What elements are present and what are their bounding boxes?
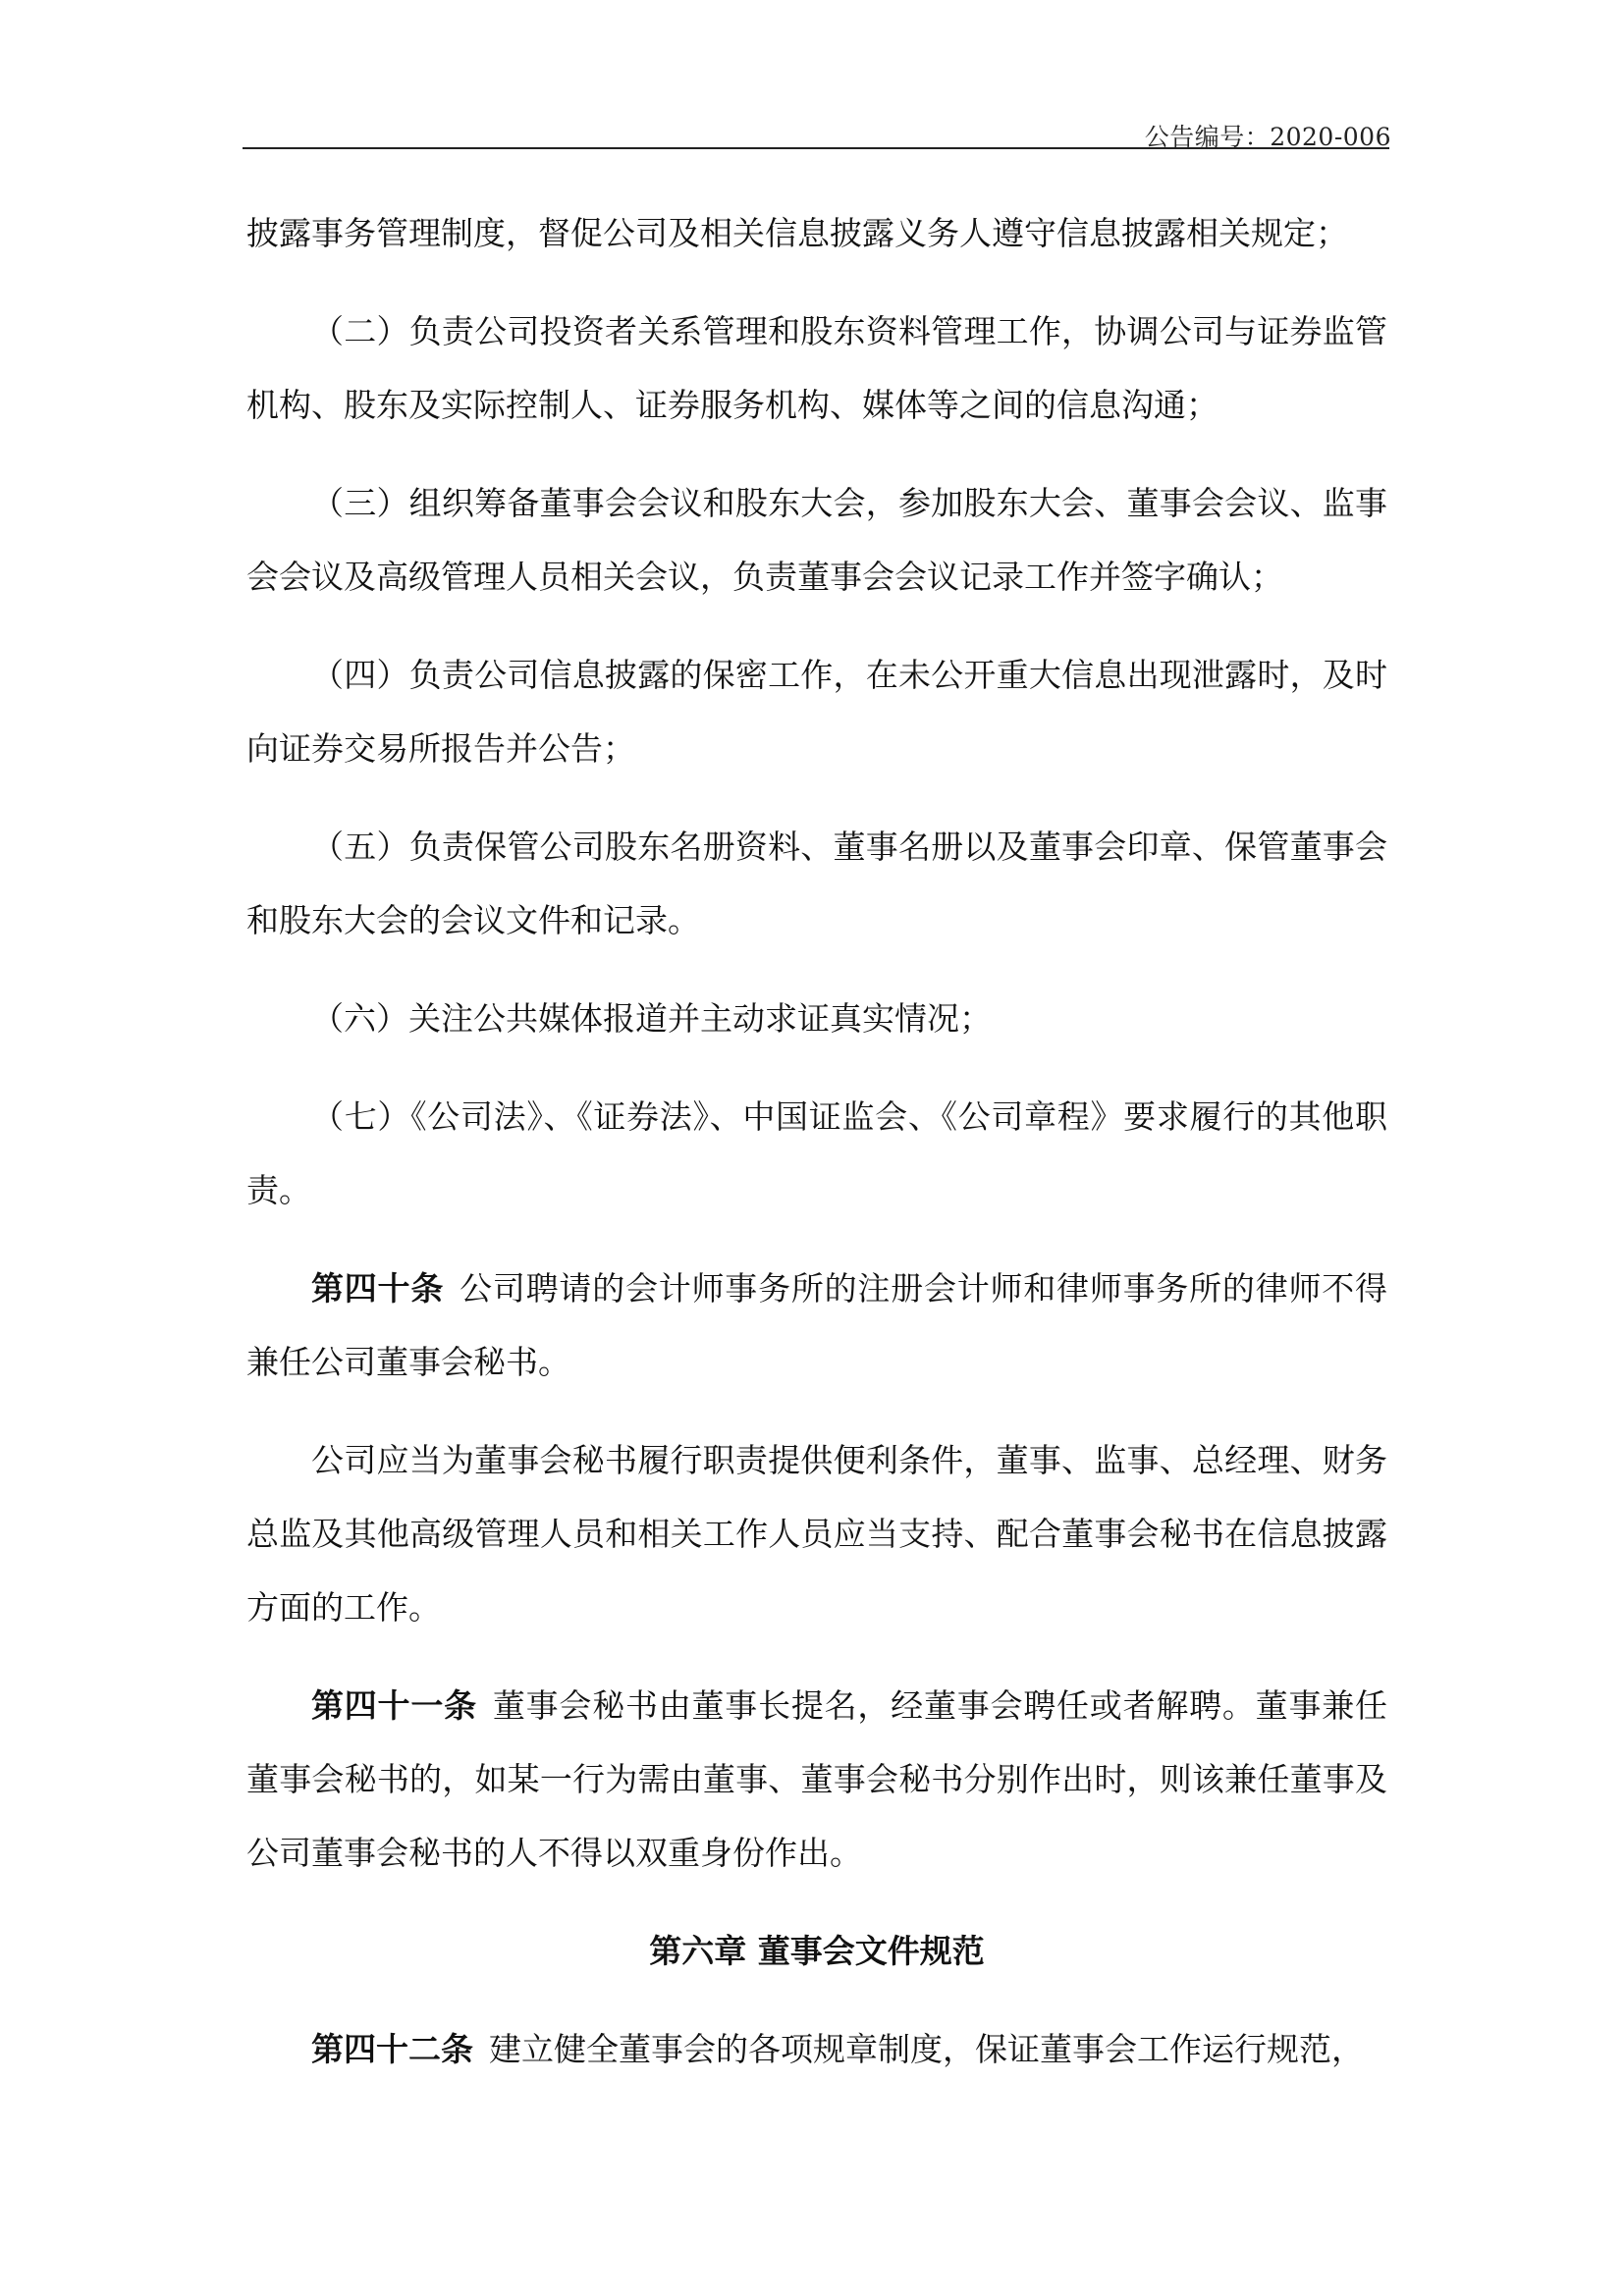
chapter-title: 第六章 董事会文件规范 (649, 1932, 985, 1970)
paragraph-text: 董事会秘书由董事长提名，经董事会聘任或者解聘。董事兼任董事会秘书的，如某一行为需由董事、董事会秘书分别作出时，则该兼任董事及公司董事会秘书的人不得以双重身份作出。 (246, 1686, 1388, 1872)
paragraph-text: 建立健全董事会的各项规章制度，保证董事会工作运行规范， (489, 2030, 1364, 2068)
paragraph-text: （七）《公司法》、《证券法》、中国证监会、《公司章程》要求履行的其他职责。 (246, 1097, 1387, 1209)
article-41 (246, 1669, 1387, 1890)
article-40-paragraph-2 (246, 1423, 1387, 1644)
list-item-5 (246, 810, 1387, 957)
document-body (246, 196, 1387, 2110)
article-label: 第四十二条 (311, 2030, 473, 2068)
list-item-3 (246, 466, 1387, 614)
list-item-4 (246, 638, 1387, 785)
article-label: 第四十条 (311, 1269, 445, 1308)
article-label: 第四十一条 (311, 1686, 477, 1725)
paragraph-text: 公司聘请的会计师事务所的注册会计师和律师事务所的律师不得兼任公司董事会秘书。 (246, 1269, 1388, 1381)
article-40 (246, 1252, 1387, 1399)
paragraph-text: （六）关注公共媒体报道并主动求证真实情况； (311, 999, 992, 1038)
paragraph-text: 披露事务管理制度，督促公司及相关信息披露义务人遵守信息披露相关规定； (246, 214, 1348, 252)
announcement-number: 公告编号：2020-006 (1144, 123, 1391, 151)
header-divider (243, 147, 1389, 149)
paragraph-text: 公司应当为董事会秘书履行职责提供便利条件，董事、监事、总经理、财务总监及其他高级管理人员和相关工作人员应当支持、配合董事会秘书在信息披露方面的工作。 (246, 1441, 1387, 1627)
list-item-6 (246, 982, 1387, 1055)
list-item-2 (246, 294, 1387, 442)
paragraph-text: （二）负责公司投资者关系管理和股东资料管理工作，协调公司与证券监管机构、股东及实际控制人、证券服务机构、媒体等之间的信息沟通； (246, 312, 1387, 424)
paragraph-text: （五）负责保管公司股东名册资料、董事名册以及董事会印章、保管董事会和股东大会的会议文件和记录。 (246, 828, 1387, 939)
paragraph-text: （三）组织筹备董事会会议和股东大会，参加股东大会、董事会会议、监事会会议及高级管理人员相关会议，负责董事会会议记录工作并签字确认； (246, 484, 1387, 596)
article-42 (246, 2012, 1387, 2086)
paragraph-continuation (246, 196, 1387, 270)
paragraph-text: （四）负责公司信息披露的保密工作，在未公开重大信息出现泄露时，及时向证券交易所报告并公告； (246, 656, 1387, 768)
list-item-7 (246, 1080, 1387, 1227)
